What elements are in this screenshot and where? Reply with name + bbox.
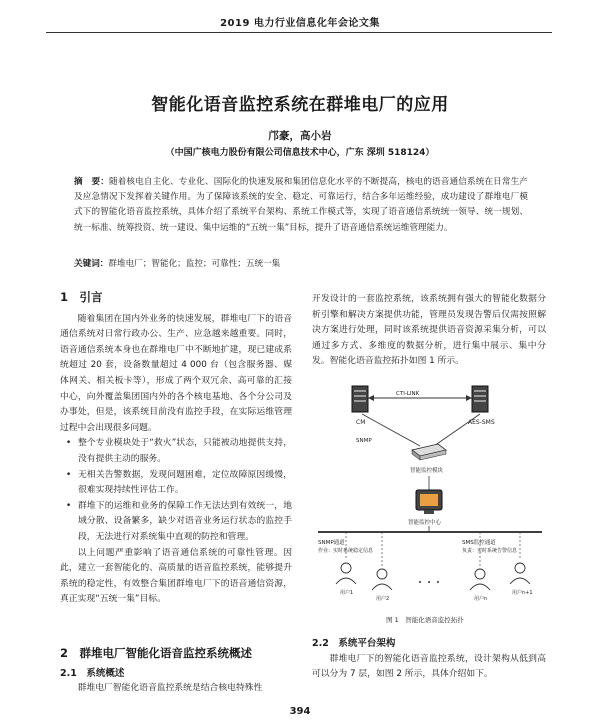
header-divider — [46, 32, 552, 33]
right-channel-desc: 负责：实时系统告警信息 — [462, 548, 518, 554]
user1-label: 用户1 — [340, 590, 354, 596]
usern1-label: 用户n+1 — [512, 590, 533, 596]
section2-block — [60, 646, 292, 697]
keywords-text: 群堆电厂；智能化；监控；可靠性；五统一集 — [108, 259, 281, 269]
aes-module-link — [434, 414, 480, 446]
monitoring-module-icon — [412, 444, 446, 460]
section2-1-continued: 开发设计的一套监控系统，该系统拥有强大的智能化数据分析引擎和解决方案提供功能，管理员发现告警后仅需按照解决方案进行处理，同时该系统提供语音资源采集分析，可以通过多方式、多维度的数据分析，进行集中展示、集中分发。智能化语音监控拓扑如图 1 所示。 — [312, 294, 546, 367]
section2-2-heading: 2.2 系统平台架构 — [312, 638, 396, 649]
user-icon — [372, 569, 392, 590]
aes-label: AES-SMS — [468, 419, 495, 426]
cm-server-icon — [352, 386, 368, 412]
right-channel-label: SMS监控通道 — [462, 540, 496, 546]
section2-heading: 2 群堆电厂智能化语音监控系统概述 — [60, 646, 252, 660]
aes-server-icon — [472, 386, 488, 412]
section1-para1: 随着集团在国内外业务的快速发展，群堆电厂下的语音通信系统对日常行政办公、生产、应急越来越重要。同时，语音通信系统本身也在群堆电厂中不断地扩建，现已建成系统超过 20 套，设备数量超过 4 000 台（包含服务器、媒体网关、相关板卡等），形成了两个双冗余、高可靠的汇接中心，向外覆盖集团国内外的各个核电基地、各个分公司及办事处，但是，该系统目前没有监控手段，在实际运维管理过程中会出现很多问题。 — [60, 313, 292, 433]
abstract-text: 随着核电自主化、专业化、国际化的快速发展和集团信息化水平的不断提高，核电的语音通信系统在日常生产及应急情况下发挥着关键作用。为了保障该系统的安全、稳定、可靠运行，结合多年运维经验，成功建设了群堆电厂模式下的智能化语音监控系统，具体介绍了系统平台架构、系统工作模式等，实现了语音通信系统统一领导、统一规划、统一标准、统筹投资、统一建设、集中运维的“五统一集”目标，提升了语音通信系统运维管理能力。 — [74, 177, 528, 233]
cti-link-label: CTI-LINK — [396, 391, 420, 397]
abstract-label: 摘 要： — [74, 177, 109, 187]
bullet-item: • 无相关告警数据，发现问题困难，定位故障原因缓慢，很难实现持续性评估工作。 — [60, 468, 292, 499]
cm-label: CM — [356, 419, 366, 426]
paper-title: 智能化语音监控系统在群堆电厂的应用 — [151, 95, 449, 115]
user-icon — [336, 563, 356, 584]
section1-bullet-list — [60, 436, 292, 545]
keywords-label: 关键词： — [74, 259, 109, 269]
figure1-topology — [312, 382, 548, 630]
paper-affiliation: （中国广核电力股份有限公司信息技术中心，广东 深圳 518124） — [165, 148, 435, 158]
user-icon — [510, 563, 530, 584]
section1-para2: 以上问题严重影响了语音通信系统的可靠性管理。因此，建立一套智能化的、高质量的语音监控系统，能够提升系统的稳定性，有效整合集团群堆电厂下的语音通信资源，真正实现“五统一集”目标。 — [60, 547, 292, 605]
figure1-caption: 图 1 智能化语音监控拓扑 — [386, 616, 464, 624]
section2-1-heading: 2.1 系统概述 — [60, 667, 125, 679]
section2-1-text: 群堆电厂智能化语音监控系统是结合核电特殊性 — [77, 683, 263, 694]
usern-label: 用户n — [474, 596, 488, 602]
running-header: 2019 电力行业信息化年会论文集 — [220, 18, 380, 29]
monitoring-center-icon — [416, 490, 442, 514]
section2-2-text: 群堆电厂下的智能化语音监控系统，设计架构从低到高可以分为 7 层，如图 2 所示，具体介绍如下。 — [312, 653, 546, 680]
ellipsis-dots — [419, 581, 439, 583]
section1-heading: 1 引言 — [60, 290, 103, 304]
center-label: 智能监控中心 — [408, 520, 442, 526]
cti-arrow-left — [368, 395, 374, 401]
bullet-item: • 整个专业模块处于“救火”状态，只能被动地提供支持，没有提供主动的服务。 — [60, 436, 292, 467]
section2-2-block — [312, 636, 546, 683]
left-column — [60, 290, 292, 608]
abstract — [74, 175, 528, 236]
user-icon — [470, 569, 490, 590]
user2-label: 用户2 — [376, 596, 390, 602]
left-channel-label: SNMP通道 — [318, 540, 345, 546]
paper-authors: 邝豪，高小岩 — [268, 130, 332, 142]
snmp-label: SNMP — [356, 438, 372, 444]
right-column-text — [312, 292, 546, 370]
left-channel-desc: 作业：实时系统稳定信息 — [318, 548, 374, 554]
module-label: 智能监控模块 — [410, 468, 444, 474]
cti-arrow-right — [466, 395, 472, 401]
bullet-item: • 群堆下的运维和业务的保障工作无法达到有效统一，地域分散、设备繁多，缺少对语音业务运行状态的监控手段，无法进行对系统集中直观的防控和管理。 — [60, 499, 292, 546]
keywords — [74, 257, 528, 271]
page-number: 394 — [289, 706, 311, 717]
